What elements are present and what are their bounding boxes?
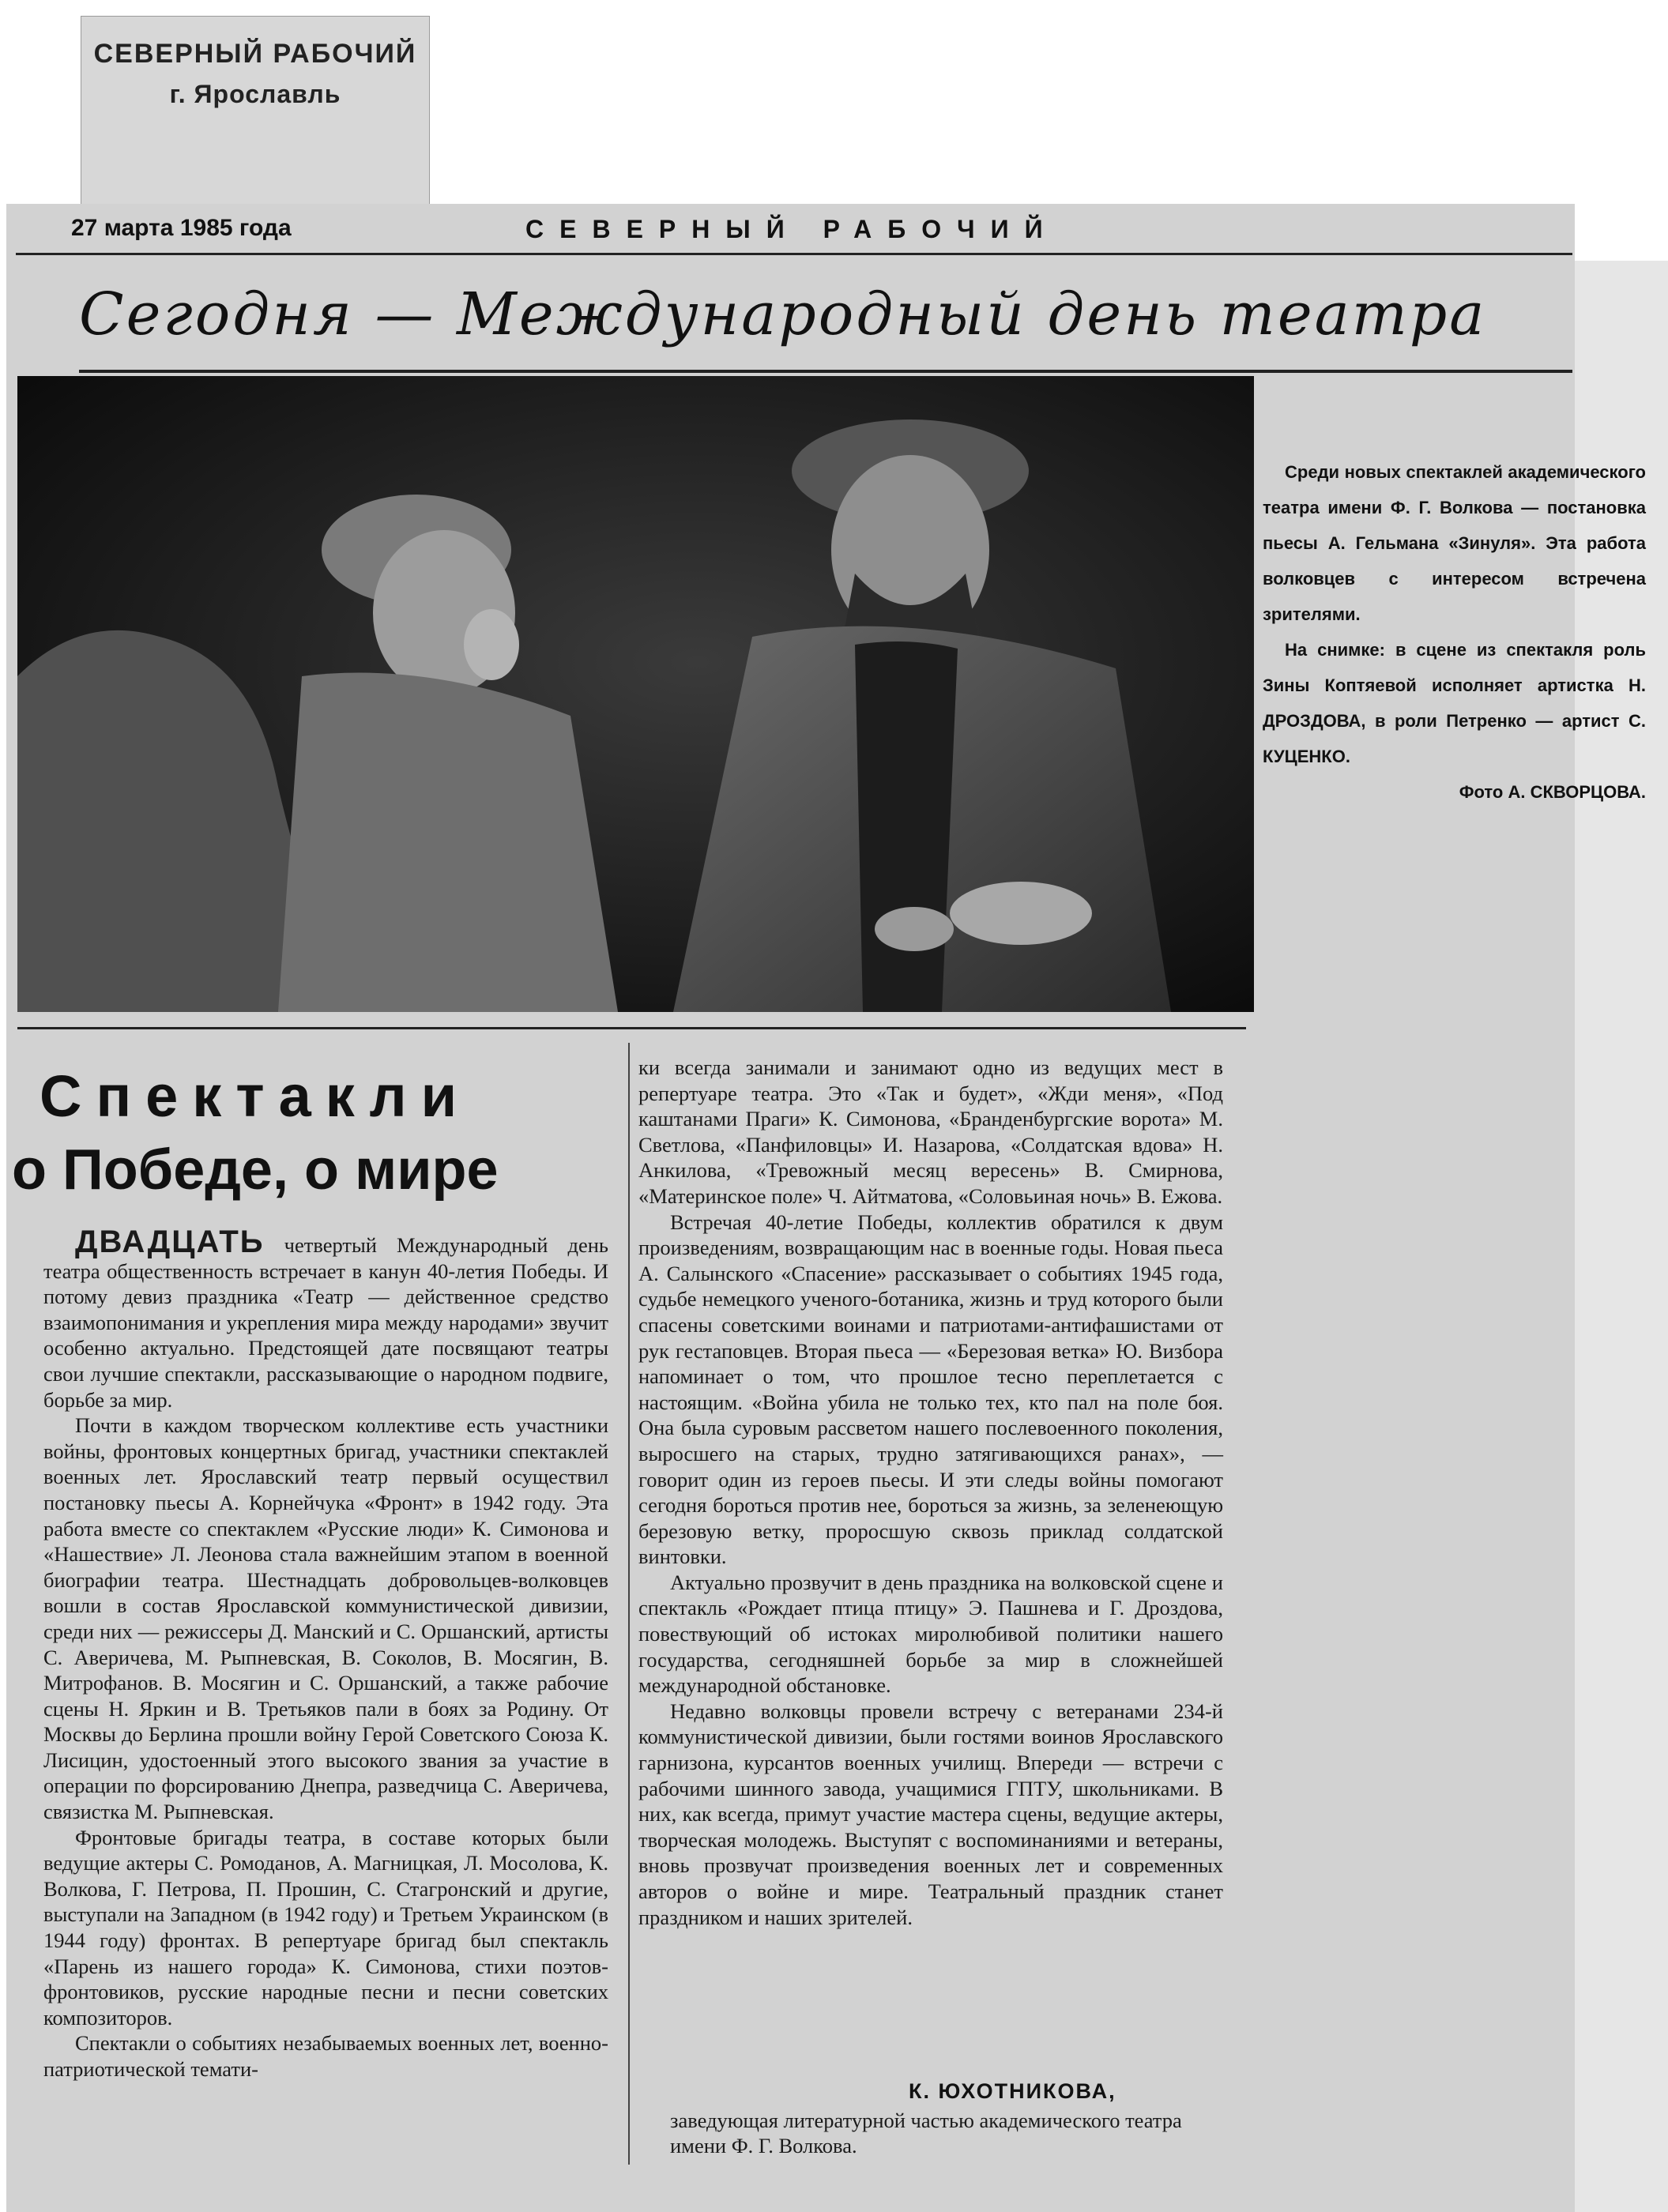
paragraph-intro <box>43 1224 608 1413</box>
photo-caption <box>1263 454 1646 810</box>
paragraph: Фронтовые бригады театра, в составе которых были ведущие актеры С. Ромоданов, А. Магницкая, Л. Мосолова, К. Волкова, Г. Петрова, П. Прошин, С. Стагронский и другие, выступали на Западном (в 1942 году) и Третьем Украинском (в 1944 году) фронтах. В репертуаре бригад был спектакль «Парень из нашего города» К. Симонова, стихи поэтов-фронтовиков, русские народные песни и песни советских композиторов. <box>43 1825 608 2030</box>
header-rule <box>16 253 1572 255</box>
paragraph: Недавно волковцы провели встречу с ветеранами 234-й коммунистической дивизии, были гостями воинов Ярославского гарнизона, курсантов военных училищ. Впереди — встречи с рабочими шинного завода, учащимися ГПТУ, школьниками. В них, как всегда, примут участие мастера сцены, ведущие актеры, творческая молодежь. Выступят с воспоминаниями и ветераны, вновь прозвучат произведения военных лет и современных авторов о войне и мире. Театральный праздник станет праздником и наших зрителей. <box>638 1698 1223 1929</box>
article-title-line1: Спектакли <box>40 1063 472 1129</box>
theatre-scene-photo <box>17 376 1254 1012</box>
issue-date: 27 марта 1985 года <box>71 215 292 241</box>
stamp-newspaper-title: СЕВЕРНЫЙ РАБОЧИЙ <box>93 39 417 69</box>
article-title-line2: о Победе, о мире <box>12 1138 499 1202</box>
column-divider <box>628 1043 630 2165</box>
newspaper-masthead: СЕВЕРНЫЙ РАБОЧИЙ <box>525 215 1059 243</box>
paragraph: Почти в каждом творческом коллективе есть участники войны, фронтовых концертных бригад, участники спектаклей военных лет. Ярославский театр первый осуществил постановку пьесы А. Корнейчука «Фронт» в 1942 году. Эта работа вместе со спектаклем «Русские люди» К. Симонова и «Нашествие» Л. Леонова стала важнейшим этапом в военной биографии театра. Шестнадцать добровольцев-волковцев вошли в состав Ярославской коммунистической дивизии, среди них — режиссеры Д. Манский и С. Оршанский, артисты С. Аверичева, М. Рыпневская, В. Соколов, В. Мосягин, В. Митрофанов. В. Мосягин и С. Оршанский, а также рабочие сцены Н. Яркин и В. Третьяков пали в боях за Родину. От Москвы до Берлина прошли войну Герой Советского Союза К. Лисицин, удостоенный этого высокого звания за участие в операции по форсированию Днепра, разведчица С. Аверичева, связистка М. Рыпневская. <box>43 1413 608 1824</box>
paragraph: Спектакли о событиях незабываемых военных лет, военно-патриотической темати- <box>43 2031 608 2081</box>
article-top-rule <box>17 1027 1246 1029</box>
article-column-1 <box>43 1224 608 2082</box>
masthead-clipping <box>81 16 430 207</box>
paragraph: Встречая 40-летие Победы, коллектив обратился к двум произведениям, возвращающим нас в военные годы. Новая пьеса А. Салынского «Спасение» рассказывает о событиях 1945 года, судьбе немецкого ученого-ботаника, жизнь и труд которого были спасены советскими воинами и патриотами-антифашистами от рук гестаповцев. Вторая пьеса — «Березовая ветка» Ю. Визбора напоминает о том, что прошлое тесно переплетается с настоящим. «Война убила не только тех, кто пал на поле боя. Она была суровым рассветом нашего послевоенного поколения, выросшего на старых, трудно затягивающихся ранах», — говорит один из героев пьесы. И эти следы войны помогают сегодня бороться против нее, бороться за жизнь, за зеленеющую березовую ветку, проросшую сквозь приклад солдатской винтовки. <box>638 1209 1223 1569</box>
stamp-city: г. Ярославль <box>169 80 341 108</box>
photo-credit: Фото А. СКВОРЦОВА. <box>1459 782 1646 802</box>
article-column-2 <box>638 1055 1223 1930</box>
headline-rule <box>79 370 1572 373</box>
article-author: К. ЮХОТНИКОВА, <box>909 2079 1116 2103</box>
paragraph: Актуально прозвучит в день праздника на волковской сцене и спектакль «Рождает птица птицу» Э. Пашнева и Г. Дроздова, повествующий об истоках миролюбивой политики нашего государства, сегодняшней борьбе за мир в сложнейшей международной обстановке. <box>638 1570 1223 1698</box>
dropcap-word: ДВАДЦАТЬ <box>75 1224 265 1259</box>
author-position: заведующая литературной частью академического театра имени Ф. Г. Волкова. <box>670 2109 1182 2157</box>
caption-description: Среди новых спектаклей академического театра имени Ф. Г. Волкова — постановка пьесы А. Гельмана «Зинуля». Эта работа волковцев с интересом встречена зрителями. <box>1263 462 1646 624</box>
paragraph: ки всегда занимали и занимают одно из ведущих мест в репертуаре театра. Это «Так и будет», «Жди меня», «Под каштанами Праги» К. Симонова, «Бранденбургские ворота» М. Светлова, «Панфиловцы» И. Назарова, «Солдатская вдова» Н. Анкилова, «Тревожный месяц вересень» В. Смирнова, «Материнское поле» Ч. Айтматова, «Соловьиная ночь» В. Ежова. <box>638 1055 1223 1208</box>
caption-photo-note: На снимке: в сцене из спектакля роль Зины Коптяевой исполняет артистка Н. ДРОЗДОВА, в роли Петренко — артист С. КУЦЕНКО. <box>1263 640 1646 766</box>
intro-text: четвертый Международный день театра общественность встречает в канун 40-летия Победы. И потому девиз праздника «Театр — действенное средство взаимопонимания и укрепления мира между народами» звучит особенно актуально. Предстоящей дате посвящают театры свои лучшие спектакли, рассказывающие о народном подвиге, борьбе за мир. <box>43 1233 608 1412</box>
photo-image <box>17 376 1254 1012</box>
page-headline: Сегодня — Международный день театра <box>79 280 1487 348</box>
